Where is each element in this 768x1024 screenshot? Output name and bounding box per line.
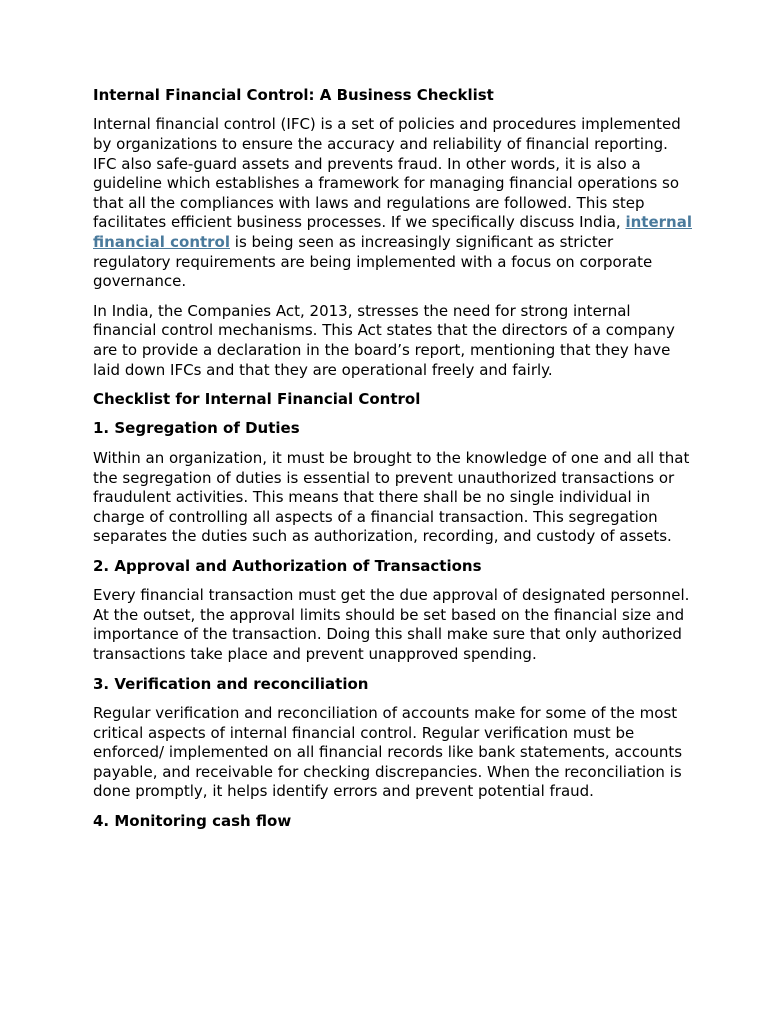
section-heading-cash-flow: 4. Monitoring cash flow (93, 811, 292, 830)
companies-act-paragraph: In India, the Companies Act, 2013, stresses the need for strong internal financial control mechanisms. This Act states that the directors of a company are to provide a declaration in the board’s report, mentioning that they have laid down IFCs and that they are operational freely and fairly. (93, 301, 675, 379)
document-page (93, 86, 693, 841)
section-body-approval: Every financial transaction must get the due approval of designated personnel. At the outset, the approval limits should be set based on the financial size and importance of the transaction. Doing this shall make sure that only authorized transactions take place and prevent unapproved spending. (93, 586, 690, 664)
checklist-heading: Checklist for Internal Financial Control (93, 389, 421, 408)
section-body-verification: Regular verification and reconciliation of accounts make for some of the most critical aspects of internal financial control. Regular verification must be enforced/ implemented on all financial records like bank statements, accounts payable, and receivable for checking discrepancies. When the reconciliation is done promptly, it helps identify errors and prevent potential fraud. (93, 704, 683, 801)
section-heading-verification: 3. Verification and reconciliation (93, 674, 369, 693)
internal-financial-control-link[interactable]: internal financial control (93, 213, 692, 252)
section-heading-approval: 2. Approval and Authorization of Transactions (93, 556, 482, 575)
intro-text-before-link: Internal financial control (IFC) is a set of policies and procedures implemented by organizations to ensure the accuracy and reliability of financial reporting. IFC also safe-guard assets and prevents fraud. In other words, it is also a guideline which establishes a framework for managing financial operations so that all the compliances with laws and regulations are followed. This step facilitates efficient business processes. If we specifically discuss India, (93, 115, 681, 232)
intro-text-after-link: is being seen as increasingly significant as stricter regulatory requirements are being implemented with a focus on corporate governance. (93, 233, 653, 291)
document-title: Internal Financial Control: A Business Checklist (93, 86, 494, 104)
section-body-segregation: Within an organization, it must be brought to the knowledge of one and all that the segregation of duties is essential to prevent unauthorized transactions or fraudulent activities. This means that there shall be no single individual in charge of controlling all aspects of a financial transaction. This segregation separates the duties such as authorization, recording, and custody of assets. (93, 448, 690, 546)
section-heading-segregation: 1. Segregation of Duties (93, 419, 300, 438)
intro-paragraph (93, 115, 693, 291)
